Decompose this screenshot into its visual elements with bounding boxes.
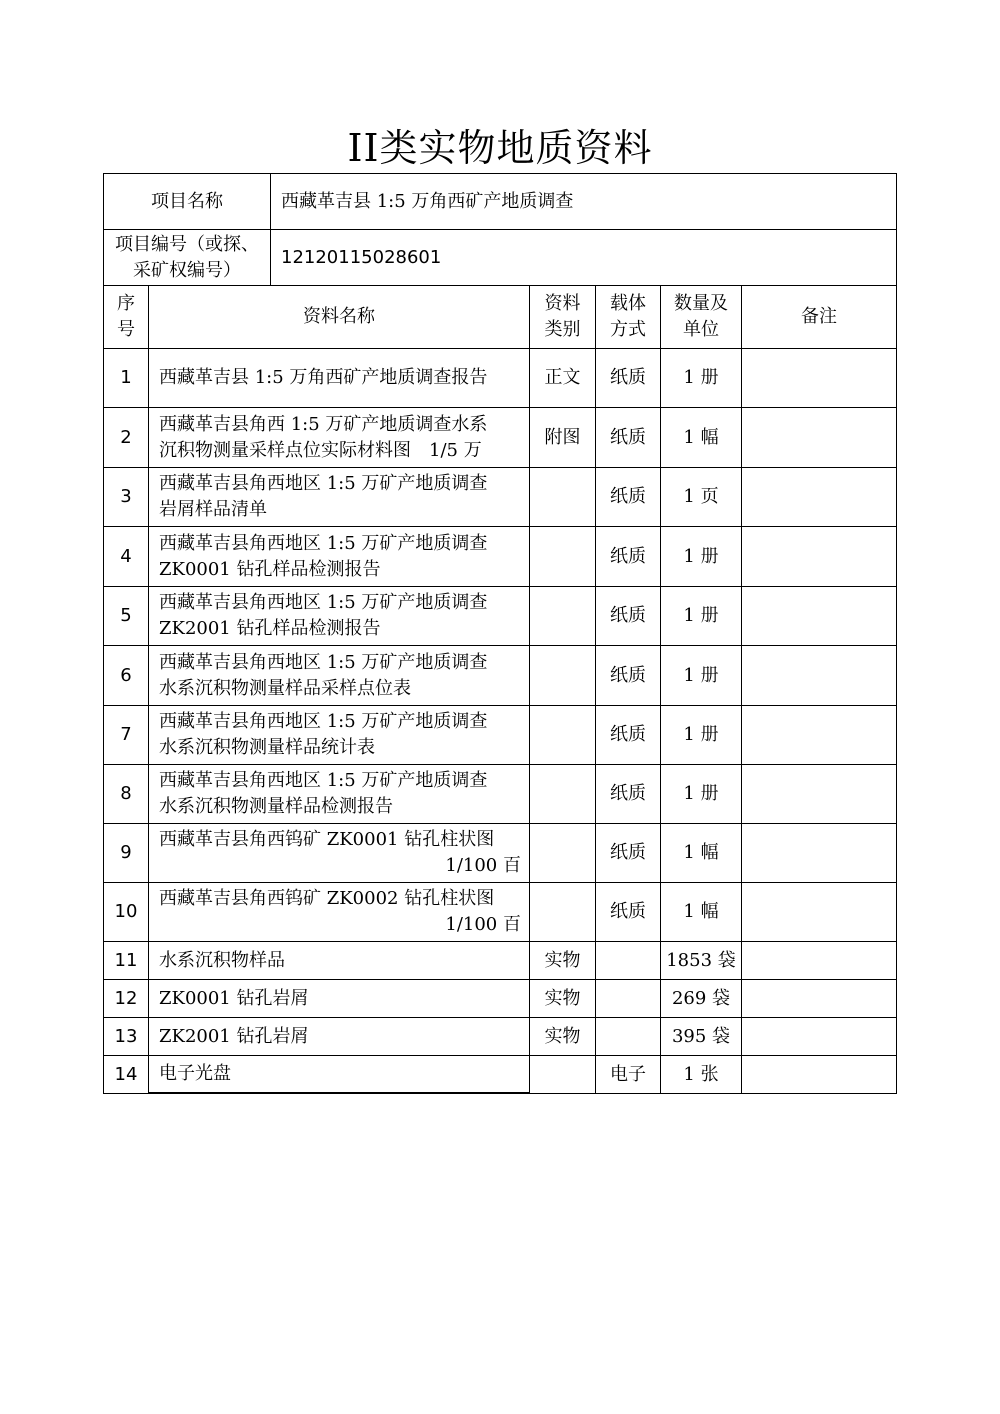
row-qty: 1 册 [661, 765, 742, 824]
row-carrier: 电子 [596, 1056, 661, 1093]
materials-table [103, 173, 897, 1094]
row-name-line1: 西藏革吉县角西地区 1:5 万矿产地质调查 [159, 532, 488, 554]
project-code-value: 12120115028601 [271, 230, 896, 286]
row-name [149, 942, 530, 980]
row-name [149, 408, 530, 468]
row-seq: 4 [104, 527, 149, 587]
row-qty: 1 幅 [661, 883, 742, 942]
row-remark [742, 706, 896, 765]
row-carrier [596, 1018, 661, 1056]
page-title: II类实物地质资料 [347, 126, 653, 170]
header-carrier-line1: 载体 [610, 293, 646, 314]
row-seq: 6 [104, 646, 149, 706]
row-carrier [596, 980, 661, 1018]
header-type-line2: 类别 [544, 319, 581, 340]
row-qty: 1 张 [661, 1056, 742, 1093]
row-type [530, 883, 596, 942]
row-name [149, 349, 530, 408]
row-name-line1: 西藏革吉县 1:5 万角西矿产地质调查报告 [159, 367, 488, 388]
project-name-label: 项目名称 [104, 174, 271, 230]
row-name-line2: 1/100 百 [445, 914, 521, 935]
row-type [530, 646, 596, 706]
row-remark [742, 1056, 896, 1093]
header-seq [104, 286, 149, 349]
row-name-line2: 水系沉积物测量样品统计表 [159, 737, 375, 758]
row-carrier: 纸质 [596, 349, 661, 408]
header-carrier-line2: 方式 [610, 319, 646, 340]
row-name [149, 706, 530, 765]
row-seq: 5 [104, 587, 149, 646]
row-carrier: 纸质 [596, 646, 661, 706]
row-carrier: 纸质 [596, 468, 661, 527]
row-seq: 10 [104, 883, 149, 942]
row-type: 实物 [530, 980, 596, 1018]
row-qty: 1 册 [661, 527, 742, 587]
row-name-line1: 西藏革吉县角西地区 1:5 万矿产地质调查 [159, 651, 488, 673]
project-code-label-line1: 项目编号（或探、 [115, 233, 259, 255]
header-carrier [596, 286, 661, 349]
row-remark [742, 980, 896, 1018]
row-name-line1: ZK0001 钻孔岩屑 [159, 987, 309, 1009]
row-remark [742, 883, 896, 942]
row-carrier: 纸质 [596, 408, 661, 468]
row-carrier: 纸质 [596, 527, 661, 587]
row-type [530, 468, 596, 527]
row-name-line2: 岩屑样品清单 [159, 499, 267, 520]
row-type [530, 587, 596, 646]
row-name [149, 646, 530, 706]
row-seq: 1 [104, 349, 149, 408]
row-name [149, 587, 530, 646]
project-code-label [104, 230, 271, 286]
row-name-line2: ZK0001 钻孔样品检测报告 [159, 558, 381, 580]
header-type [530, 286, 596, 349]
row-name-line1: 西藏革吉县角西地区 1:5 万矿产地质调查 [159, 711, 488, 732]
row-name-line1: 西藏革吉县角西地区 1:5 万矿产地质调查 [159, 592, 488, 613]
row-name-line2: 水系沉积物测量样品采样点位表 [159, 677, 411, 699]
row-name [149, 1018, 530, 1056]
row-qty: 1 册 [661, 587, 742, 646]
row-remark [742, 646, 896, 706]
row-name-line1: 电子光盘 [159, 1063, 231, 1084]
row-remark [742, 587, 896, 646]
row-name-line2: 1/100 百 [445, 855, 521, 876]
row-carrier: 纸质 [596, 765, 661, 824]
row-type [530, 1056, 596, 1093]
row-remark [742, 468, 896, 527]
row-qty: 1853 袋 [661, 942, 742, 980]
row-seq: 9 [104, 824, 149, 883]
row-carrier: 纸质 [596, 706, 661, 765]
header-qty-line1: 数量及 [674, 293, 728, 314]
row-qty: 1 幅 [661, 824, 742, 883]
row-remark [742, 527, 896, 587]
row-seq: 2 [104, 408, 149, 468]
row-qty: 395 袋 [661, 1018, 742, 1056]
row-qty: 1 幅 [661, 408, 742, 468]
row-remark [742, 408, 896, 468]
row-name [149, 527, 530, 587]
row-type: 实物 [530, 1018, 596, 1056]
row-seq: 11 [104, 942, 149, 980]
row-seq: 12 [104, 980, 149, 1018]
row-type [530, 765, 596, 824]
header-qty [661, 286, 742, 349]
row-name [149, 824, 530, 883]
row-carrier: 纸质 [596, 824, 661, 883]
row-qty: 269 袋 [661, 980, 742, 1018]
row-name [149, 883, 530, 942]
row-carrier: 纸质 [596, 883, 661, 942]
row-name [149, 1056, 530, 1093]
project-name-value: 西藏革吉县 1:5 万角西矿产地质调查 [271, 174, 896, 230]
row-name-line1: 西藏革吉县角西地区 1:5 万矿产地质调查 [159, 473, 488, 494]
header-remark: 备注 [742, 286, 896, 349]
row-name-line2: 沉积物测量采样点位实际材料图 1/5 万 [159, 439, 482, 461]
row-name-line2: 水系沉积物测量样品检测报告 [159, 796, 393, 817]
row-type: 实物 [530, 942, 596, 980]
row-type: 附图 [530, 408, 596, 468]
row-type [530, 706, 596, 765]
row-name-line1: 西藏革吉县角西钨矿 ZK0001 钻孔柱状图 [159, 829, 495, 850]
row-carrier: 纸质 [596, 587, 661, 646]
row-name [149, 468, 530, 527]
project-code-label-line2: 采矿权编号） [133, 259, 241, 281]
row-name-line1: 西藏革吉县角西 1:5 万矿产地质调查水系 [159, 413, 488, 435]
header-type-line1: 资料 [544, 293, 581, 314]
row-name-line1: 水系沉积物样品 [159, 949, 285, 971]
row-name [149, 765, 530, 824]
row-name-line1: 西藏革吉县角西钨矿 ZK0002 钻孔柱状图 [159, 888, 495, 909]
row-type: 正文 [530, 349, 596, 408]
row-qty: 1 册 [661, 646, 742, 706]
row-remark [742, 942, 896, 980]
row-type [530, 527, 596, 587]
row-seq: 3 [104, 468, 149, 527]
row-seq: 13 [104, 1018, 149, 1056]
row-remark [742, 1018, 896, 1056]
row-remark [742, 765, 896, 824]
row-name-line1: ZK2001 钻孔岩屑 [159, 1025, 309, 1047]
row-type [530, 824, 596, 883]
header-seq-line2: 号 [117, 319, 135, 340]
row-qty: 1 册 [661, 706, 742, 765]
row-name [149, 980, 530, 1018]
header-qty-line2: 单位 [683, 319, 719, 340]
row-name-line2: ZK2001 钻孔样品检测报告 [159, 618, 381, 639]
header-seq-line1: 序 [117, 293, 135, 314]
row-seq: 7 [104, 706, 149, 765]
row-seq: 8 [104, 765, 149, 824]
row-remark [742, 824, 896, 883]
row-seq: 14 [104, 1056, 149, 1093]
row-qty: 1 册 [661, 349, 742, 408]
row-remark [742, 349, 896, 408]
row-carrier [596, 942, 661, 980]
header-name: 资料名称 [149, 286, 530, 349]
row-name-line1: 西藏革吉县角西地区 1:5 万矿产地质调查 [159, 770, 488, 791]
row-qty: 1 页 [661, 468, 742, 527]
